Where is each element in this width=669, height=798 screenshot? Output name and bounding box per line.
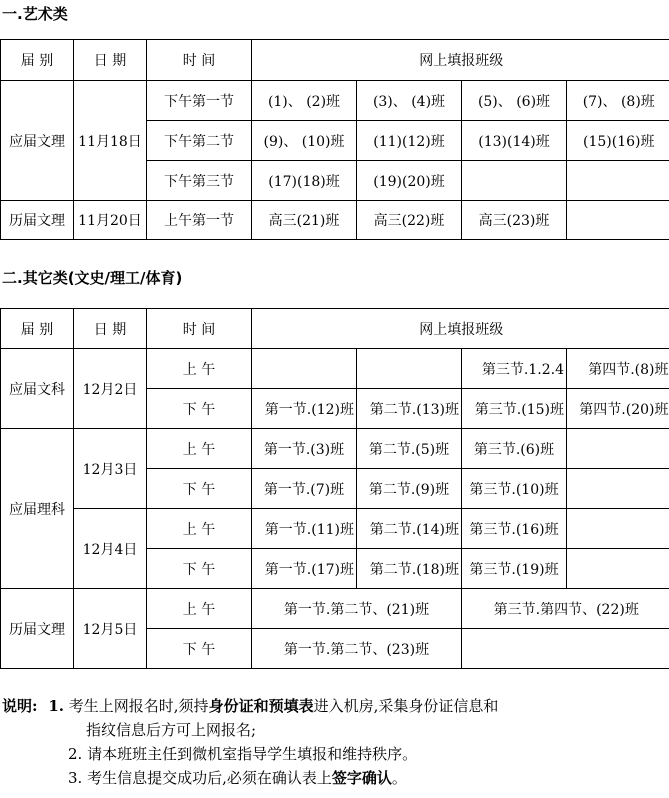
header-category: 届 别: [1, 309, 74, 349]
table-header-row: [1, 40, 669, 81]
art-schedule-table: [0, 39, 669, 240]
note-text: 考生上网报名时,须持: [68, 697, 209, 715]
class-cell: (11)(12)班: [357, 121, 462, 161]
time-cell: 上 午: [147, 589, 252, 629]
class-cell: 第二节.(13)班: [357, 389, 462, 429]
table-row: [1, 509, 669, 549]
notes-label: 说明:: [2, 697, 38, 715]
note-line-1: [2, 694, 668, 718]
table-row: [1, 429, 669, 469]
note-line-3: [2, 766, 668, 790]
header-classes: 网上填报班级: [252, 40, 669, 81]
class-cell: 高三(23)班: [462, 201, 567, 240]
table-header-row: [1, 309, 669, 349]
note-text: 3. 考生信息提交成功后,必须在确认表上: [68, 769, 332, 787]
class-cell: 第三节.(16)班: [462, 509, 567, 549]
time-cell: 下午第二节: [147, 121, 252, 161]
header-time: 时 间: [147, 40, 252, 81]
note-emphasis: 签字确认: [331, 769, 392, 787]
note-number: 1.: [48, 697, 64, 715]
date-cell: 12月3日: [74, 429, 147, 509]
class-cell: [252, 349, 357, 389]
category-cell: 历届文理: [1, 589, 74, 669]
note-text: 进入机房,采集身份证信息和: [313, 697, 499, 715]
class-cell: 第一节.第二节、(21)班: [252, 589, 462, 629]
class-cell: 第三节.(6)班: [462, 429, 567, 469]
section2-title: 二.其它类(文史/理工/体育): [2, 269, 183, 287]
class-cell: 第三节.(10)班: [462, 469, 567, 509]
time-cell: 下午第一节: [147, 81, 252, 121]
category-cell: 应届理科: [1, 429, 74, 589]
category-cell: 应届文科: [1, 349, 74, 429]
class-cell: (1)、 (2)班: [252, 81, 357, 121]
class-cell: (5)、 (6)班: [462, 81, 567, 121]
table-row: [1, 201, 669, 240]
class-cell: [462, 629, 669, 669]
header-time: 时 间: [147, 309, 252, 349]
class-cell: [357, 349, 462, 389]
class-cell: (17)(18)班: [252, 161, 357, 201]
note-text: 指纹信息后方可上网报名;: [86, 721, 257, 739]
note-text: 2. 请本班班主任到微机室指导学生填报和维持秩序。: [68, 745, 418, 763]
class-cell: 高三(21)班: [252, 201, 357, 240]
notes-section: [2, 694, 668, 790]
class-cell: [567, 469, 669, 509]
class-cell: [567, 549, 669, 589]
class-cell: [567, 161, 669, 201]
class-cell: 第二节.(9)班: [357, 469, 462, 509]
class-cell: [567, 509, 669, 549]
date-cell: 11月18日: [74, 81, 147, 201]
time-cell: 下 午: [147, 549, 252, 589]
class-cell: 第二节.(18)班: [357, 549, 462, 589]
other-schedule-table: [0, 308, 669, 669]
date-cell: 12月2日: [74, 349, 147, 429]
class-cell: 第三节.(15)班: [462, 389, 567, 429]
class-cell: 第二节.(14)班: [357, 509, 462, 549]
class-cell: 高三(22)班: [357, 201, 462, 240]
class-cell: (13)(14)班: [462, 121, 567, 161]
class-cell: 第一节.(7)班: [252, 469, 357, 509]
class-cell: 第三节.第四节、(22)班: [462, 589, 669, 629]
table-row: [1, 589, 669, 629]
time-cell: 下 午: [147, 629, 252, 669]
header-classes: 网上填报班级: [252, 309, 669, 349]
class-cell: 第四节.(20)班: [567, 389, 669, 429]
note-emphasis: 身份证和预填表: [208, 697, 314, 715]
class-cell: (15)(16)班: [567, 121, 669, 161]
class-cell: 第四节.(8)班: [567, 349, 669, 389]
time-cell: 下午第三节: [147, 161, 252, 201]
header-category: 届 别: [1, 40, 74, 81]
class-cell: 第二节.(5)班: [357, 429, 462, 469]
class-cell: 第一节.(11)班: [252, 509, 357, 549]
header-date: 日 期: [74, 309, 147, 349]
note-line-2: [2, 742, 668, 766]
category-cell: 历届文理: [1, 201, 74, 240]
class-cell: [567, 429, 669, 469]
class-cell: (3)、 (4)班: [357, 81, 462, 121]
time-cell: 上 午: [147, 429, 252, 469]
table-row: [1, 81, 669, 121]
class-cell: 第一节.(12)班: [252, 389, 357, 429]
class-cell: [567, 201, 669, 240]
class-cell: 第三节.(19)班: [462, 549, 567, 589]
note-text: 。: [391, 769, 407, 787]
class-cell: (19)(20)班: [357, 161, 462, 201]
class-cell: (9)、 (10)班: [252, 121, 357, 161]
note-line-1-cont: [2, 718, 668, 742]
class-cell: [462, 161, 567, 201]
class-cell: 第一节.第二节、(23)班: [252, 629, 462, 669]
class-cell: 第一节.(17)班: [252, 549, 357, 589]
time-cell: 上午第一节: [147, 201, 252, 240]
class-cell: 第三节.1.2.4: [462, 349, 567, 389]
category-cell: 应届文理: [1, 81, 74, 201]
table-row: [1, 349, 669, 389]
header-date: 日 期: [74, 40, 147, 81]
section1-title: 一.艺术类: [2, 5, 68, 23]
time-cell: 下 午: [147, 469, 252, 509]
time-cell: 上 午: [147, 349, 252, 389]
time-cell: 下 午: [147, 389, 252, 429]
class-cell: 第一节.(3)班: [252, 429, 357, 469]
date-cell: 12月4日: [74, 509, 147, 589]
class-cell: (7)、 (8)班: [567, 81, 669, 121]
date-cell: 11月20日: [74, 201, 147, 240]
date-cell: 12月5日: [74, 589, 147, 669]
time-cell: 上 午: [147, 509, 252, 549]
